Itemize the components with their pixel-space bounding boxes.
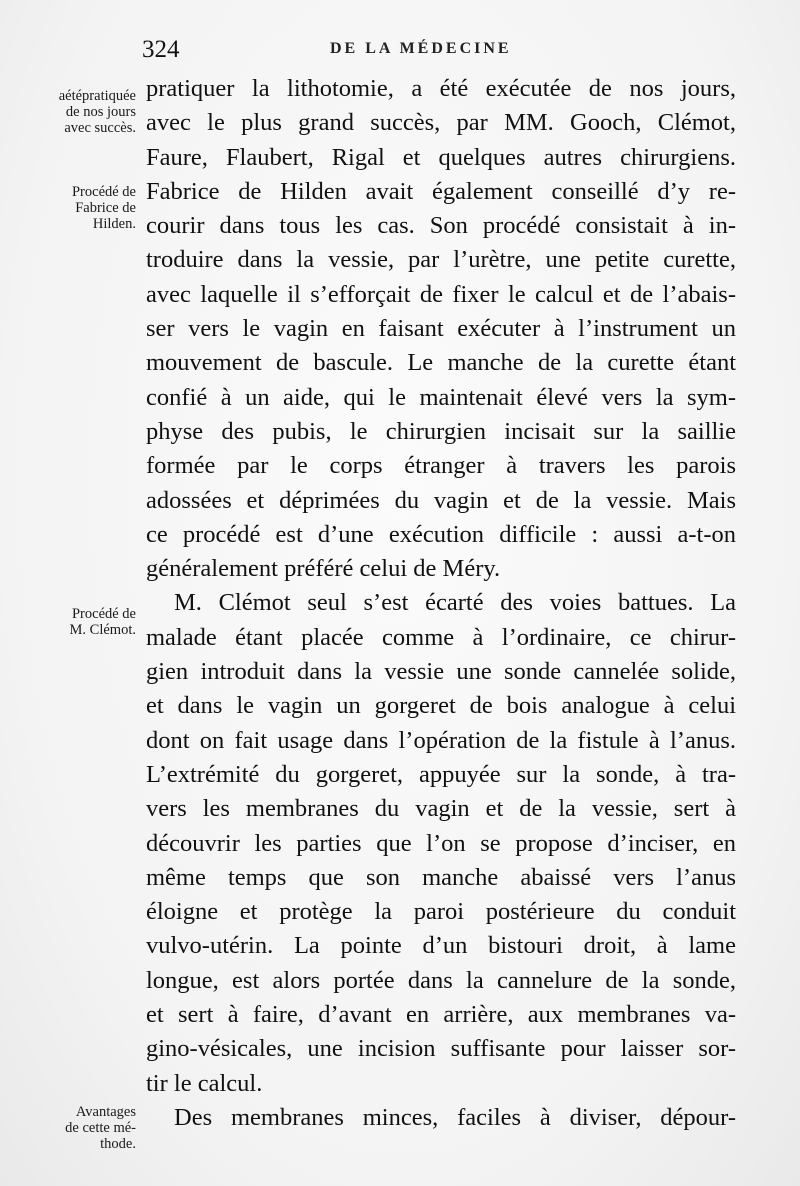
text-line: même temps que son manche abaissé vers l’anus [146,863,736,891]
text-line: adossées et déprimées du vagin et de la vessie. Mais [146,486,736,514]
margin-note-line: M. Clémot. [69,622,136,638]
text-line: mouvement de bascule. Le manche de la curette étant [146,349,736,377]
text-line: Faure, Flaubert, Rigal et quelques autres chirurgiens. [146,143,736,171]
text-line: éloigne et protège la paroi postérieure du conduit [146,898,736,926]
text-line: Fabrice de Hilden avait également conseillé d’y re- [146,177,736,205]
text-line: formée par le corps étranger à travers les parois [146,452,736,480]
margin-note-success [18,88,136,136]
text-line: tir le calcul. [146,1069,263,1097]
text-line: physe des pubis, le chirurgien incisait sur la saillie [146,417,736,445]
margin-note-line: aétépratiquée [58,88,136,104]
text-line: Des membranes minces, faciles à diviser, dépour- [174,1103,736,1131]
text-line: malade étant placée comme à l’ordinaire, ce chirur- [146,623,736,651]
margin-note-line: de nos jours [65,104,136,120]
margin-note-advantages [18,1104,136,1152]
margin-note-line: Hilden. [92,216,136,232]
text-line: gien introduit dans la vessie une sonde cannelée solide, [146,658,736,686]
margin-note-line: de cette mé- [65,1120,136,1136]
text-line: et sert à faire, d’avant en arrière, aux membranes va- [146,1001,736,1029]
text-line: longue, est alors portée dans la cannelure de la sonde, [146,966,736,994]
margin-note-clemot [18,606,136,638]
margin-note-line: Procédé de [71,606,136,622]
margin-note-line: Procédé de [71,184,136,200]
body-text [146,72,736,1135]
text-line: L’extrémité du gorgeret, appuyée sur la sonde, à tra- [146,760,736,788]
margin-note-line: avec succès. [64,120,136,136]
text-line: pratiquer la lithotomie, a été exécutée de nos jours, [146,75,736,102]
margin-note-fabrice-de-hilden [18,184,136,232]
text-line: généralement préféré celui de Méry. [146,555,501,583]
text-line: découvrir les parties que l’on se propose d’inciser, en [146,829,736,857]
text-line: troduire dans la vessie, par l’urètre, une petite curette, [146,246,736,274]
text-line: confié à un aide, qui le maintenait élevé vers la sym- [146,383,736,411]
page-number: 324 [142,36,180,63]
text-line: avec le plus grand succès, par MM. Gooch, Clémot, [146,109,736,137]
margin-note-line: Avantages [75,1104,136,1120]
margin-note-line: thode. [100,1136,136,1152]
text-line: M. Clémot seul s’est écarté des voies battues. La [174,589,736,617]
page-header [140,36,760,64]
text-line: courir dans tous les cas. Son procédé consistait à in- [146,212,736,240]
margin-note-line: Fabrice de [75,200,136,216]
text-line: gino-vésicales, une incision suffisante pour laisser sor- [146,1035,736,1063]
text-line: vulvo-utérin. La pointe d’un bistouri droit, à lame [146,932,736,960]
text-line: ce procédé est d’une exécution difficile : aussi a-t-on [146,520,736,548]
text-line: dont on fait usage dans l’opération de la fistule à l’anus. [146,726,736,754]
text-line: et dans le vagin un gorgeret de bois analogue à celui [146,692,736,720]
text-line: vers les membranes du vagin et de la vessie, sert à [146,795,736,823]
running-title: DE LA MÉDECINE [330,40,512,57]
text-line: avec laquelle il s’efforçait de fixer le calcul et de l’abais- [146,280,736,308]
text-line: ser vers le vagin en faisant exécuter à l’instrument un [146,315,736,343]
